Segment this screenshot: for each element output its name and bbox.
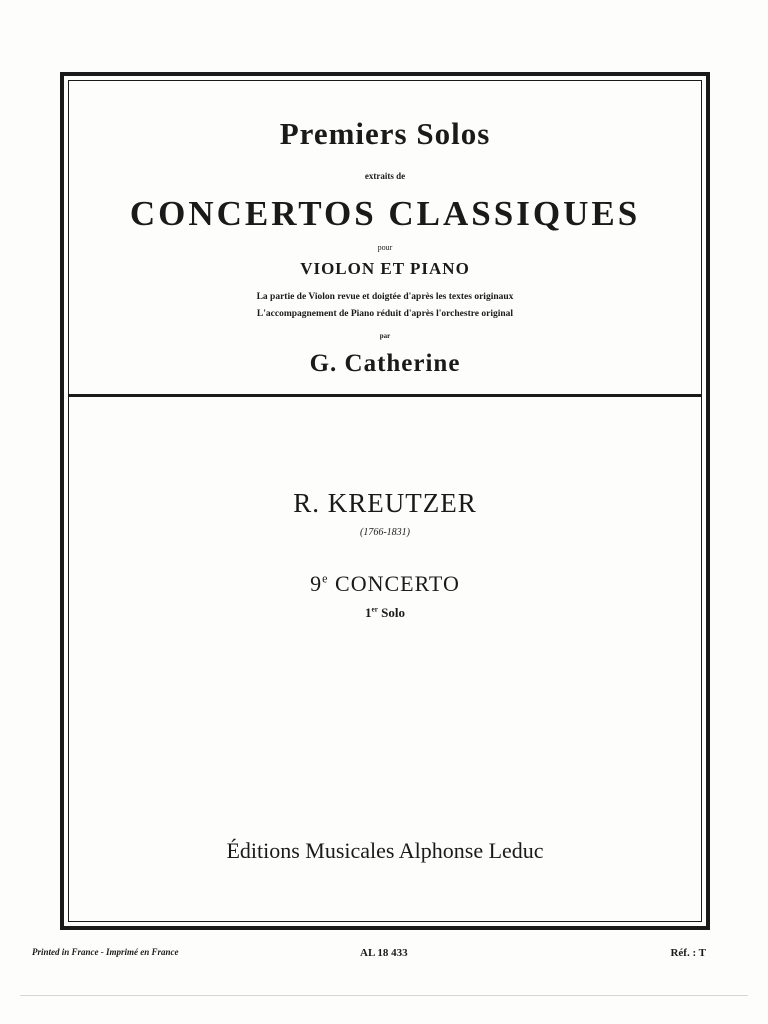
- edition-note-violin: La partie de Violon revue et doigtée d'après les textes originaux: [256, 292, 514, 302]
- instrumentation: VIOLON ET PIANO: [300, 259, 470, 278]
- par-label: par: [379, 332, 391, 340]
- series-title: Premiers Solos: [279, 116, 491, 151]
- solo-number: 1: [365, 605, 372, 620]
- printed-in-france: Printed in France - Imprimé en France: [32, 947, 179, 957]
- reference-code: Réf. : T: [670, 947, 706, 959]
- collection-title: CONCERTOS CLASSIQUES: [129, 194, 641, 233]
- concerto-label: CONCERTO: [335, 571, 460, 596]
- composer-name: R. KREUTZER: [293, 488, 477, 518]
- solo-ordinal: er: [371, 605, 378, 614]
- concerto-number: 9: [310, 571, 323, 596]
- arranger-name: G. Catherine: [309, 350, 461, 377]
- edition-note-piano: L'accompagnement de Piano réduit d'après l'orchestre original: [256, 309, 514, 319]
- catalog-number: AL 18 433: [360, 947, 408, 959]
- pour-label: pour: [377, 243, 393, 252]
- publisher-name: Éditions Musicales Alphonse Leduc: [226, 838, 544, 863]
- concerto-title: [68, 573, 702, 595]
- section-divider: [68, 394, 702, 397]
- solo-subtitle: [68, 606, 702, 619]
- concerto-ordinal: e: [322, 571, 329, 586]
- composer-dates: (1766-1831): [360, 527, 410, 538]
- extraits-label: extraits de: [364, 171, 406, 181]
- solo-label: Solo: [381, 605, 405, 620]
- bottom-rule: [20, 995, 748, 996]
